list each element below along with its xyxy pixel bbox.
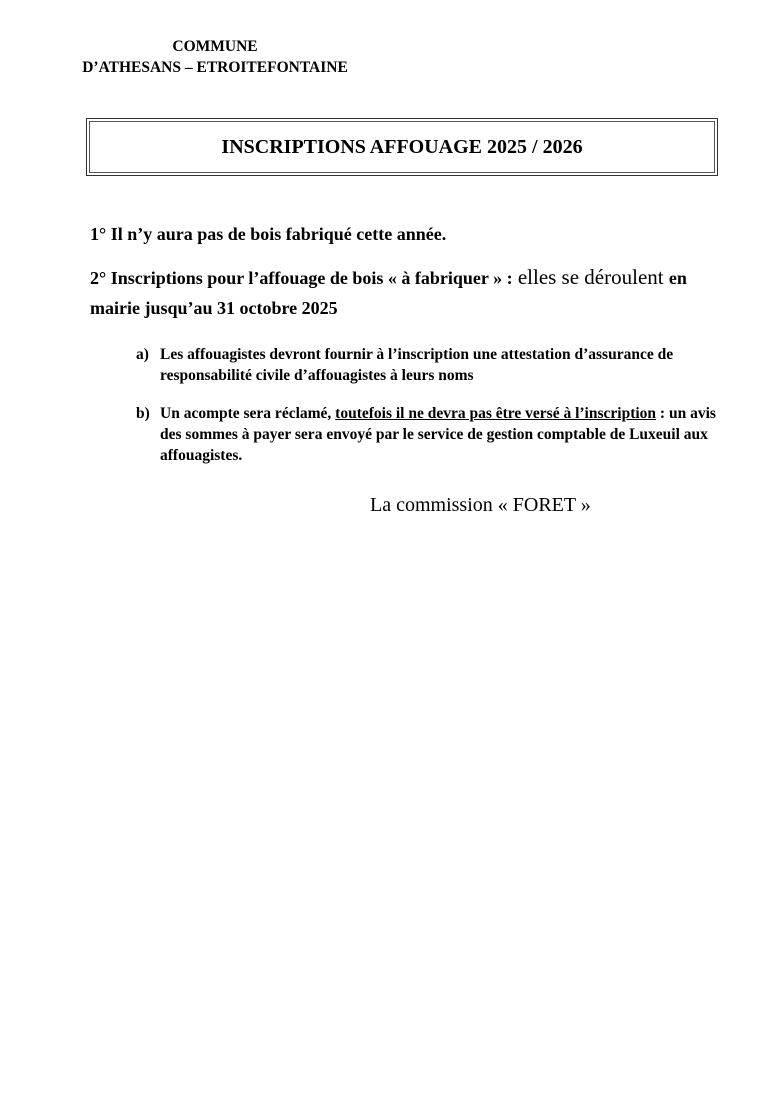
deposit-text-start: Un acompte sera réclamé, [160, 405, 336, 422]
header-line-commune: COMMUNE [172, 38, 258, 55]
conditions-list [136, 344, 726, 483]
commune-header [0, 36, 430, 78]
list-marker: a) [136, 346, 149, 363]
list-item-text [160, 403, 726, 466]
title-box [86, 118, 718, 176]
list-item-text: Les affouagistes devront fournir à l’inscription une attestation d’assurance de responsabilité civile d’affouagistes à leurs noms [160, 346, 674, 384]
list-item [136, 344, 726, 386]
list-marker: b) [136, 405, 150, 422]
signature: La commission « FORET » [370, 494, 591, 516]
header-line-commune-name: D’ATHESANS – ETROITEFONTAINE [82, 59, 348, 76]
page-title: INSCRIPTIONS AFFOUAGE 2025 / 2026 [221, 135, 583, 158]
list-item [136, 403, 726, 466]
paragraph-no-wood: 1° Il n’y aura pas de bois fabriqué cette année. [90, 224, 447, 244]
registrations-deadline: en mairie jusqu’au 31 octobre 2025 [90, 268, 687, 318]
registrations-middle: elles se déroulent [512, 265, 669, 289]
registrations-lead: 2° Inscriptions pour l’affouage de bois « à fabriquer » : [90, 268, 513, 288]
deposit-text-end: : un avis des sommes à payer sera envoyé par le service de gestion comptable de Luxeuil aux affouagistes. [160, 405, 716, 464]
deposit-underlined-text: toutefois il ne devra pas être versé à l’inscription [335, 405, 657, 422]
paragraph-registrations [90, 262, 730, 323]
